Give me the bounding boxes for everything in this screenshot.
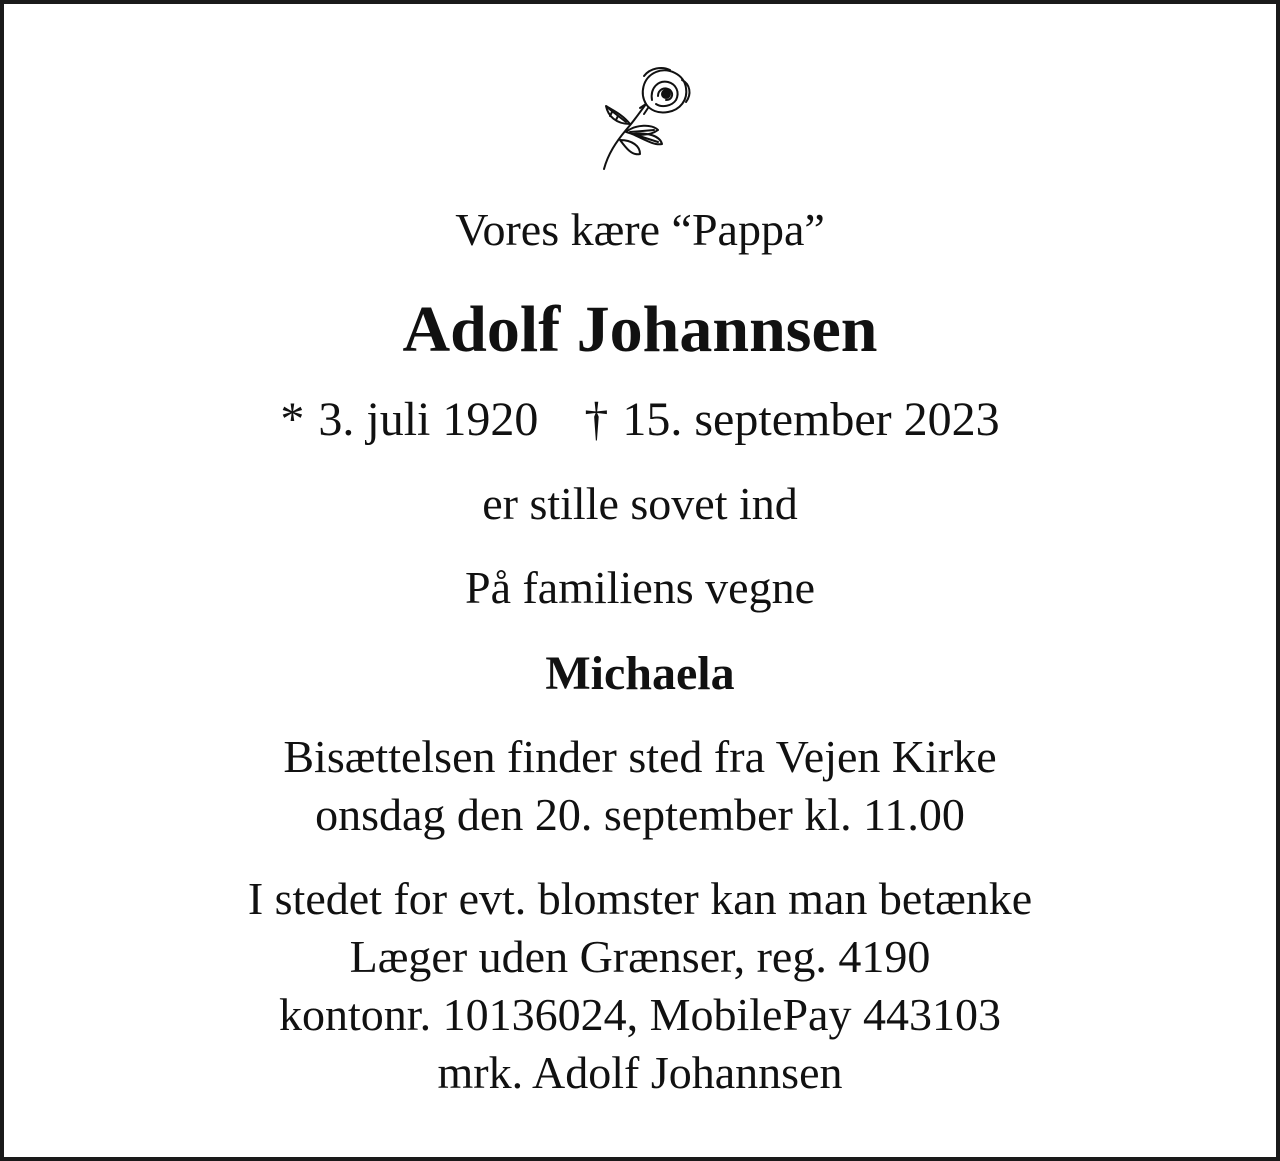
- life-dates: [4, 389, 1276, 451]
- funeral-line: onsdag den 20. september kl. 11.00: [315, 789, 965, 840]
- birth-date: 3. juli 1920: [318, 393, 539, 446]
- deceased-name: Adolf Johannsen: [402, 293, 878, 366]
- donation-info: [4, 870, 1276, 1102]
- donation-line: mrk. Adolf Johannsen: [437, 1047, 843, 1098]
- rose-icon: [596, 64, 696, 174]
- death-symbol: †: [584, 393, 609, 446]
- funeral-info: [4, 728, 1276, 844]
- donation-line: I stedet for evt. blomster kan man betænke: [247, 873, 1033, 924]
- signer-name: Michaela: [545, 647, 735, 700]
- intro-text: Vores kære “Pappa”: [455, 204, 825, 255]
- death-date: 15. september 2023: [622, 393, 1000, 446]
- on-behalf-text: På familiens vegne: [464, 562, 815, 613]
- donation-line: kontonr. 10136024, MobilePay 443103: [279, 989, 1001, 1040]
- donation-line: Læger uden Grænser, reg. 4190: [349, 931, 931, 982]
- passing-message: er stille sovet ind: [482, 478, 798, 529]
- birth-symbol: *: [280, 393, 305, 446]
- funeral-line: Bisættelsen finder sted fra Vejen Kirke: [283, 731, 997, 782]
